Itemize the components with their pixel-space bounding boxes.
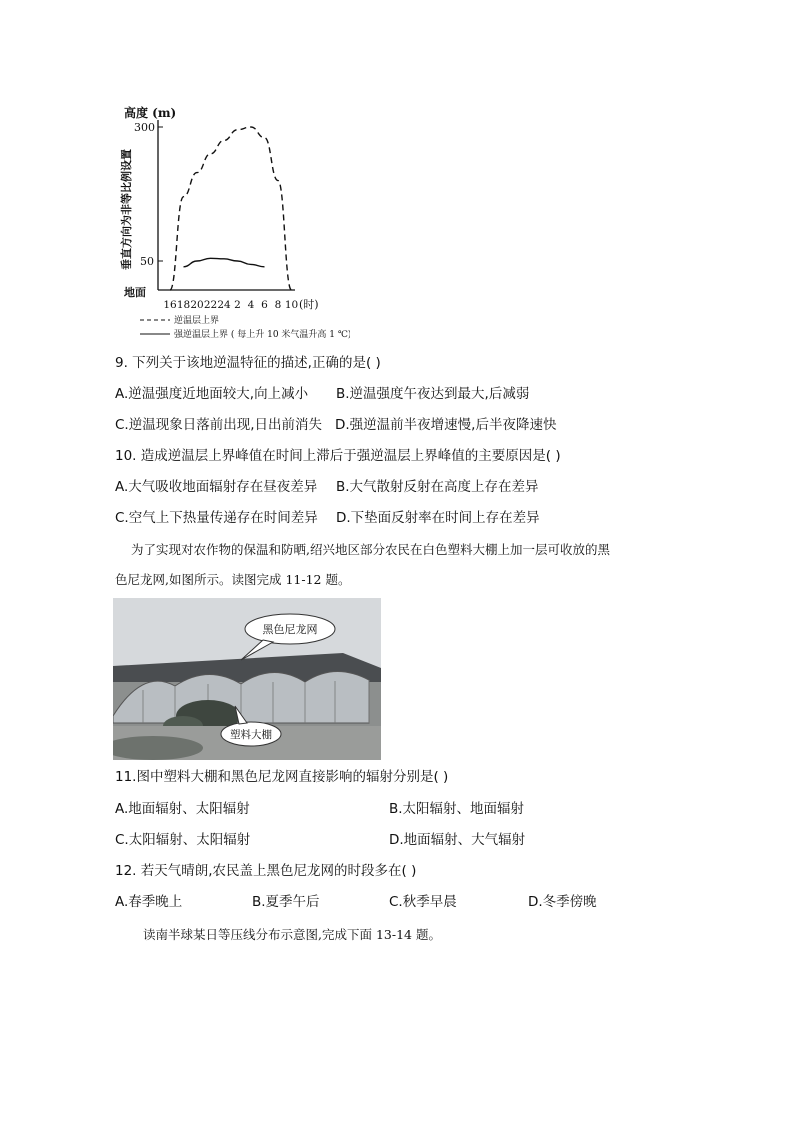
q10-option-a: A.大气吸收地面辐射存在昼夜差异 — [115, 479, 318, 495]
q11-option-b: B.太阳辐射、地面辐射 — [389, 801, 525, 817]
q9-stem: 9. 下列关于该地逆温特征的描述,正确的是( ) — [115, 355, 381, 371]
y-axis-side-label: 垂直方向为非等比例设置 — [120, 149, 133, 270]
y-tick-label-300: 300 — [134, 121, 155, 134]
q12-stem: 12. 若天气晴朗,农民盖上黑色尼龙网的时段多在( ) — [115, 863, 417, 879]
intro-11-12-line2: 色尼龙网,如图所示。读图完成 11-12 题。 — [115, 572, 351, 587]
x-tick-label: 6 — [261, 299, 268, 311]
inversion-chart — [110, 100, 350, 345]
series-strong-inversion-upper — [184, 258, 265, 266]
q9-option-c: C.逆温现象日落前出现,日出前消失 — [115, 417, 323, 433]
x-tick-label: 10 — [284, 299, 299, 311]
x-tick-label: 18 — [176, 299, 191, 311]
q11-option-d: D.地面辐射、大气辐射 — [389, 832, 526, 848]
legend-solid-label: 强逆温层上界 ( 每上升 10 米气温升高 1 ℃) — [174, 330, 350, 340]
q12-option-b: B.夏季午后 — [252, 894, 320, 910]
x-tick-label: 8 — [274, 299, 282, 311]
label-black-nylon-net: 黑色尼龙网 — [262, 623, 318, 636]
x-tick-label: 4 — [247, 299, 255, 311]
x-ticks — [163, 299, 298, 311]
q12-option-a: A.春季晚上 — [115, 894, 183, 910]
q9-option-d: D.强逆温前半夜增速慢,后半夜降速快 — [335, 417, 557, 433]
q10-option-d: D.下垫面反射率在时间上存在差异 — [336, 510, 540, 526]
greenhouse-photo — [113, 598, 381, 760]
intro-11-12-line1: 为了实现对农作物的保温和防晒,绍兴地区部分农民在白色塑料大棚上加一层可收放的黑 — [131, 542, 610, 557]
x-tick-label: 20 — [190, 299, 204, 311]
x-tick-label: 2 — [234, 299, 241, 311]
q12-option-d: D.冬季傍晚 — [528, 894, 597, 910]
q10-option-c: C.空气上下热量传递存在时间差异 — [115, 510, 318, 526]
y-axis-title: 高度 (m) — [124, 106, 177, 120]
x-unit-label: (时) — [299, 298, 319, 311]
x-tick-label: 22 — [203, 299, 218, 311]
q12-option-c: C.秋季早晨 — [389, 894, 457, 910]
q10-stem: 10. 造成逆温层上界峰值在时间上滞后于强逆温层上界峰值的主要原因是( ) — [115, 448, 561, 464]
x-tick-label: 24 — [217, 299, 231, 311]
inversion-chart-svg — [110, 100, 350, 345]
greenhouse-illustration — [113, 598, 381, 760]
q11-option-a: A.地面辐射、太阳辐射 — [115, 801, 250, 817]
q9-option-b: B.逆温强度午夜达到最大,后减弱 — [336, 386, 530, 402]
q11-option-c: C.太阳辐射、太阳辐射 — [115, 832, 251, 848]
y-ground-label: 地面 — [124, 286, 146, 299]
label-plastic-shed: 塑料大棚 — [230, 729, 272, 741]
y-tick-label-50: 50 — [140, 255, 154, 268]
intro-13-14: 读南半球某日等压线分布示意图,完成下面 13-14 题。 — [143, 927, 441, 942]
q9-option-a: A.逆温强度近地面较大,向上减小 — [115, 386, 309, 402]
legend-dashed-label: 逆温层上界 — [174, 316, 220, 326]
x-tick-label: 16 — [163, 299, 177, 311]
q11-stem: 11.图中塑料大棚和黑色尼龙网直接影响的辐射分别是( ) — [115, 769, 449, 785]
q10-option-b: B.大气散射反射在高度上存在差异 — [336, 479, 539, 495]
